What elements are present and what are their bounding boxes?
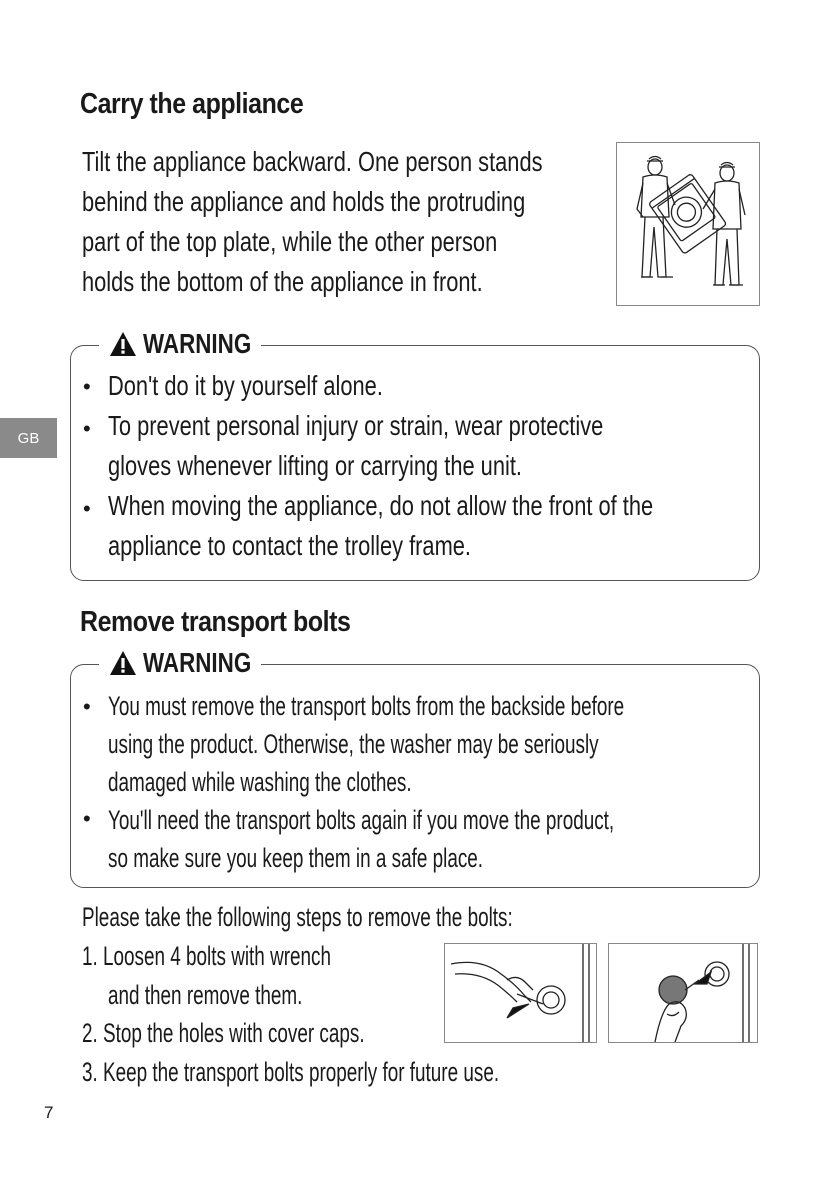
bullet: • xyxy=(83,416,91,441)
warning-line: You must remove the transport bolts from the backside before xyxy=(108,691,625,721)
bullet: • xyxy=(83,806,91,831)
carry-line: behind the appliance and holds the protruding xyxy=(82,186,526,217)
warning-line: so make sure you keep them in a safe place. xyxy=(108,843,484,873)
warning-line: Don't do it by yourself alone. xyxy=(108,370,383,401)
warning-line: When moving the appliance, do not allow the front of the xyxy=(108,490,654,521)
language-tab: GB xyxy=(0,418,57,458)
carry-instructions xyxy=(82,142,672,302)
warning-line: gloves whenever lifting or carrying the unit. xyxy=(108,450,522,481)
step-1-cont: and then remove them. xyxy=(108,980,303,1010)
section-title-carry: Carry the appliance xyxy=(80,88,304,120)
section-title-bolts: Remove transport bolts xyxy=(80,606,351,638)
bullet: • xyxy=(83,496,91,521)
warning-triangle-icon xyxy=(109,331,137,357)
warning2-text xyxy=(108,687,839,877)
warning1-text xyxy=(108,366,807,566)
page-number: 7 xyxy=(44,1103,54,1122)
warning-label: WARNING xyxy=(99,643,261,683)
step-3: 3. Keep the transport bolts properly for future use. xyxy=(82,1057,500,1087)
steps-intro: Please take the following steps to remove the bolts: xyxy=(82,902,513,932)
cover-cap-illustration xyxy=(608,943,758,1043)
warning-line: To prevent personal injury or strain, wear protective xyxy=(108,410,604,441)
wrench-illustration xyxy=(444,943,597,1043)
warning-triangle-icon xyxy=(109,650,137,676)
warning-label: WARNING xyxy=(99,324,261,364)
bullet: • xyxy=(83,694,91,719)
bullet: • xyxy=(83,374,91,399)
carry-illustration xyxy=(616,142,760,306)
step-1: 1. Loosen 4 bolts with wrench xyxy=(82,941,332,971)
carry-line: part of the top plate, while the other person xyxy=(82,226,498,257)
warning-line: using the product. Otherwise, the washer may be seriously xyxy=(108,729,599,759)
step-2: 2. Stop the holes with cover caps. xyxy=(82,1018,365,1048)
warning-line: You'll need the transport bolts again if you move the product, xyxy=(108,805,615,835)
carry-line: Tilt the appliance backward. One person stands xyxy=(82,146,543,177)
carry-line: holds the bottom of the appliance in front. xyxy=(82,266,483,297)
warning-line: damaged while washing the clothes. xyxy=(108,767,412,797)
warning-line: appliance to contact the trolley frame. xyxy=(108,530,471,561)
